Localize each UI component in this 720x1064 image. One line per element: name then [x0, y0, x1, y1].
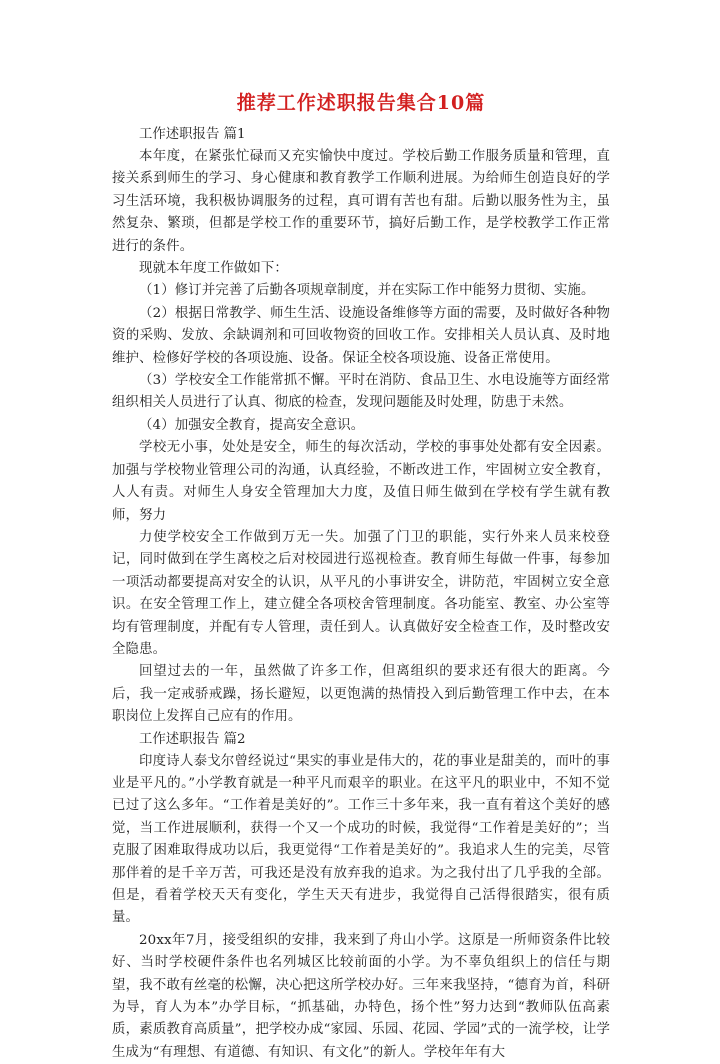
paragraph: 学校无小事，处处是安全，师生的每次活动，学校的事事处处都有安全因素。加强与学校物业管理公司的沟通，认真经验，不断改进工作，牢固树立安全教育，人人有责。对师生人身安全管理加大力度，及值日师生做到在学校有学生就有教师，努力: [112, 440, 610, 523]
paragraph: （1）修订并完善了后勤各项规章制度，并在实际工作中能努力贯彻、实施。: [139, 283, 595, 299]
paragraph: 20xx年7月，接受组织的安排，我来到了舟山小学。这原是一所师资条件比较好、当时学校硬件条件也名列城区比较前面的小学。为不辜负组织上的信任与期望，我不敢有丝毫的松懈，决心把这所学校办好。三年来我坚持，“德育为首，科研为导，育人为本”办学目标，“抓基础，办特色，扬个性”努力达到“教师队伍高素质，素质教育高质量”，把学校办成“家园、乐园、花园、学园”式的一流学校，让学生成为“有理想、有道德、有知识、有文化”的新人。学校年年有大: [112, 932, 610, 1060]
paragraph: 力使学校安全工作做到万无一失。加强了门卫的职能，实行外来人员来校登记，同时做到在学生离校之后对校园进行巡视检查。教育师生每做一件事，每参加一项活动都要提高对安全的认识，从平凡的小事讲安全，讲防范，牢固树立安全意识。在安全管理工作上，建立健全各项校舍管理制度。各功能室、教室、办公室等均有管理制度，并配有专人管理，责任到人。认真做好安全检查工作，及时整改安全隐患。: [112, 529, 610, 657]
paragraph: 印度诗人泰戈尔曾经说过“果实的事业是伟大的，花的事业是甜美的，而叶的事业是平凡的。”小学教育就是一种平凡而艰辛的职业。在这平凡的职业中，不知不觉已过了这么多年。“工作着是美好的”。工作三十多年来，我一直有着这个美好的感觉，当工作进展顺利，获得一个又一个成功的时候，我觉得“工作着是美好的”；当克服了困难取得成功以后，我更觉得“工作着是美好的”。我追求人生的完美，尽管那伴着的是千辛万苦，可我还是没有放弃我的追求。为之我付出了几乎我的全部。但是，看着学校天天有变化，学生天天有进步，我觉得自己活得很踏实，很有质量。: [112, 753, 610, 926]
paragraph: （4）加强安全教育，提高安全意识。: [139, 417, 365, 433]
section-2: [112, 729, 610, 1064]
section-heading: 工作述职报告 篇2: [139, 731, 246, 747]
paragraph: 本年度，在紧张忙碌而又充实愉快中度过。学校后勤工作服务质量和管理，直接关系到师生的学习、身心健康和教育教学工作顺利进展。为给师生创造良好的学习生活环境，我积极协调服务的过程，真可谓有苦也有甜。后勤以服务性为主，虽然复杂、繁琐，但都是学校工作的重要环节，搞好后勤工作，是学校教学工作正常进行的条件。: [112, 149, 610, 254]
document-title: 推荐工作述职报告集合10篇: [236, 92, 486, 114]
section-1: [112, 124, 610, 729]
paragraph: 回望过去的一年，虽然做了许多工作，但离组织的要求还有很大的距离。今后，我一定戒骄戒躁，扬长避短，以更饱满的热情投入到后勤管理工作中去，在本职岗位上发挥自己应有的作用。: [112, 664, 610, 725]
paragraph: （2）根据日常教学、师生生活、设施设备维修等方面的需要，及时做好各种物资的采购、发放、余缺调剂和可回收物资的回收工作。安排相关人员认真、及时地维护、检修好学校的各项设施、设备。保证全校各项设施、设备正常使用。: [112, 305, 610, 366]
section-heading: 工作述职报告 篇1: [139, 127, 246, 142]
paragraph: （3）学校安全工作能常抓不懈。平时在消防、食品卫生、水电设施等方面经常组织相关人员进行了认真、彻底的检查，发现问题能及时处理，防患于未然。: [112, 373, 610, 411]
document-page: [112, 90, 610, 1064]
paragraph: 现就本年度工作做如下：: [139, 261, 288, 277]
